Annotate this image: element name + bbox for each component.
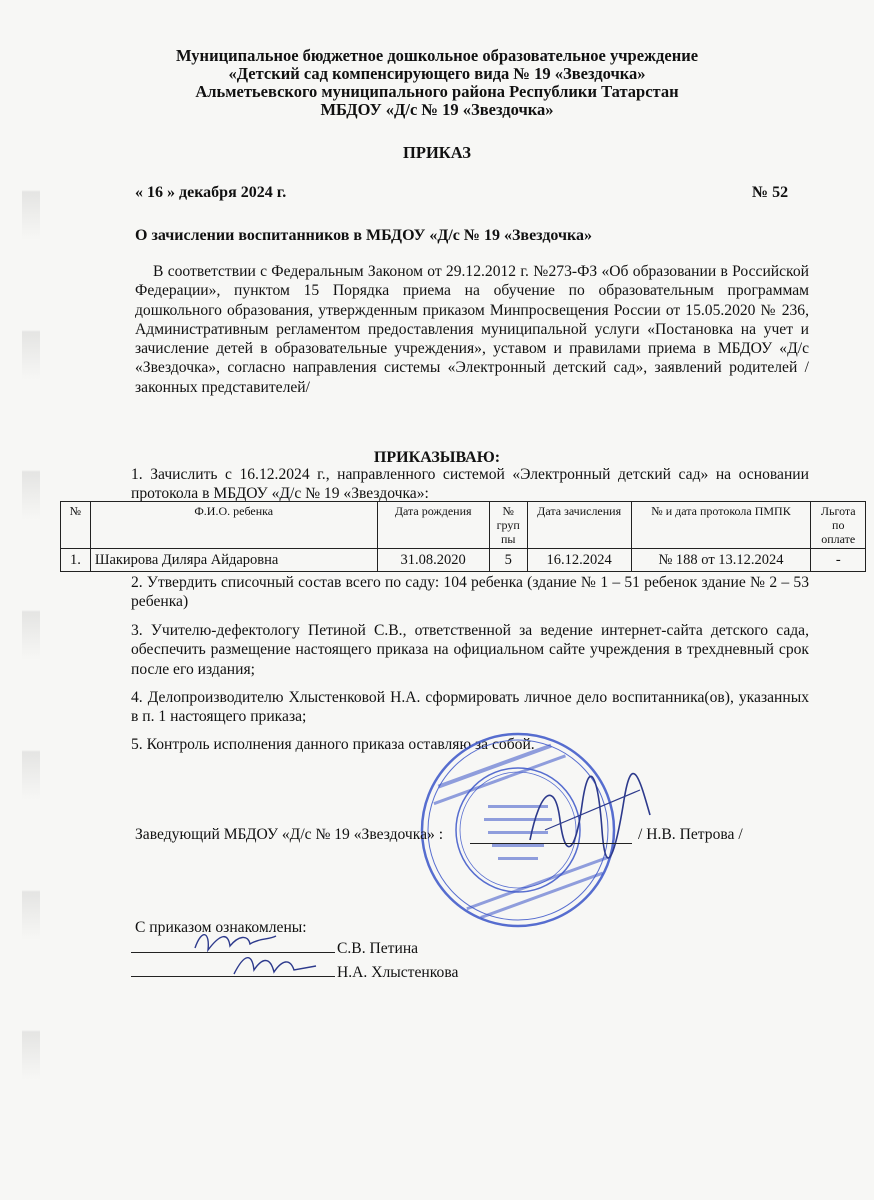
col-name: Ф.И.О. ребенка (90, 502, 377, 549)
scan-edge (22, 100, 40, 1160)
cell-pmpk: № 188 от 13.12.2024 (631, 549, 811, 572)
cell-birth: 31.08.2020 (377, 549, 489, 572)
director-position: Заведующий МБДОУ «Д/с № 19 «Звездочка» : (135, 826, 444, 843)
order-number: № 52 (752, 184, 789, 201)
header-line-2: «Детский сад компенсирующего вида № 19 «Звездочка» (228, 64, 646, 83)
table-header-row (61, 502, 866, 549)
acknowledged-label: С приказом ознакомлены: (135, 919, 307, 936)
acknowledged-person-2: Н.А. Хлыстенкова (337, 964, 459, 981)
acknowledged-person-1: С.В. Петина (337, 940, 419, 957)
khlystenkova-signature (230, 948, 320, 982)
preamble-paragraph: В соответствии с Федеральным Законом от 29.12.2012 г. №273-ФЗ «Об образовании в Российской Федерации», пунктом 15 Порядка приема на обучение по образовательным программам дошкольного образования, утвержденным приказом Минпросвещения России от 15.05.2020 № 236, Административным регламентом предоставления муниципальной услуги «Постановка на учет и зачисление детей в образовательные учреждения», уставом и правилами приема в МБДОУ «Д/с «Звездочка», согласно направления системы «Электронный детский сад», заявлений родителей /законных представителей/ (135, 263, 809, 396)
director-name: / Н.В. Петрова / (638, 826, 743, 843)
col-enroll: Дата зачисления (527, 502, 631, 549)
order-item-5: 5. Контроль исполнения данного приказа оставляю за собой. (131, 736, 535, 753)
cell-name: Шакирова Диляра Айдаровна (90, 549, 377, 572)
col-num: № (61, 502, 91, 549)
col-pmpk: № и дата протокола ПМПК (631, 502, 811, 549)
document-title: ПРИКАЗ (403, 143, 471, 162)
table-row (61, 549, 866, 572)
order-date: « 16 » декабря 2024 г. (135, 184, 287, 201)
order-item-2: 2. Утвердить списочный состав всего по саду: 104 ребенка (здание № 1 – 51 ребенок здание № 2 – 53 ребенка) (131, 574, 809, 611)
order-heading: ПРИКАЗЫВАЮ: (373, 449, 501, 466)
cell-group: 5 (489, 549, 527, 572)
director-signature (520, 770, 660, 860)
order-item-3: 3. Учителю-дефектологу Петиной С.В., ответственной за ведение интернет-сайта детского сада, обеспечить размещение настоящего приказа на официальном сайте учреждения в трехдневный срок после его издания; (131, 622, 809, 678)
header-line-1: Муниципальное бюджетное дошкольное образовательное учреждение (175, 46, 699, 65)
header-line-4: МБДОУ «Д/с № 19 «Звездочка» (320, 100, 554, 119)
organization-header (100, 47, 774, 119)
order-item-4: 4. Делопроизводителю Хлыстенковой Н.А. сформировать личное дело воспитанника(ов), указанных в п. 1 настоящего приказа; (131, 689, 809, 726)
header-line-3: Альметьевского муниципального района Республики Татарстан (195, 82, 679, 101)
col-group: № груп пы (489, 502, 527, 549)
director-signature-line (470, 843, 632, 844)
cell-num: 1. (61, 549, 91, 572)
col-birth: Дата рождения (377, 502, 489, 549)
enrollment-table (60, 501, 866, 572)
col-benefit: Льгота по оплате (811, 502, 866, 549)
cell-benefit: - (811, 549, 866, 572)
cell-enroll: 16.12.2024 (527, 549, 631, 572)
order-subject: О зачислении воспитанников в МБДОУ «Д/с № 19 «Звездочка» (135, 227, 592, 244)
order-item-1: 1. Зачислить с 16.12.2024 г., направленного системой «Электронный детский сад» на основании протокола в МБДОУ «Д/с № 19 «Звездочка»: (131, 466, 809, 503)
